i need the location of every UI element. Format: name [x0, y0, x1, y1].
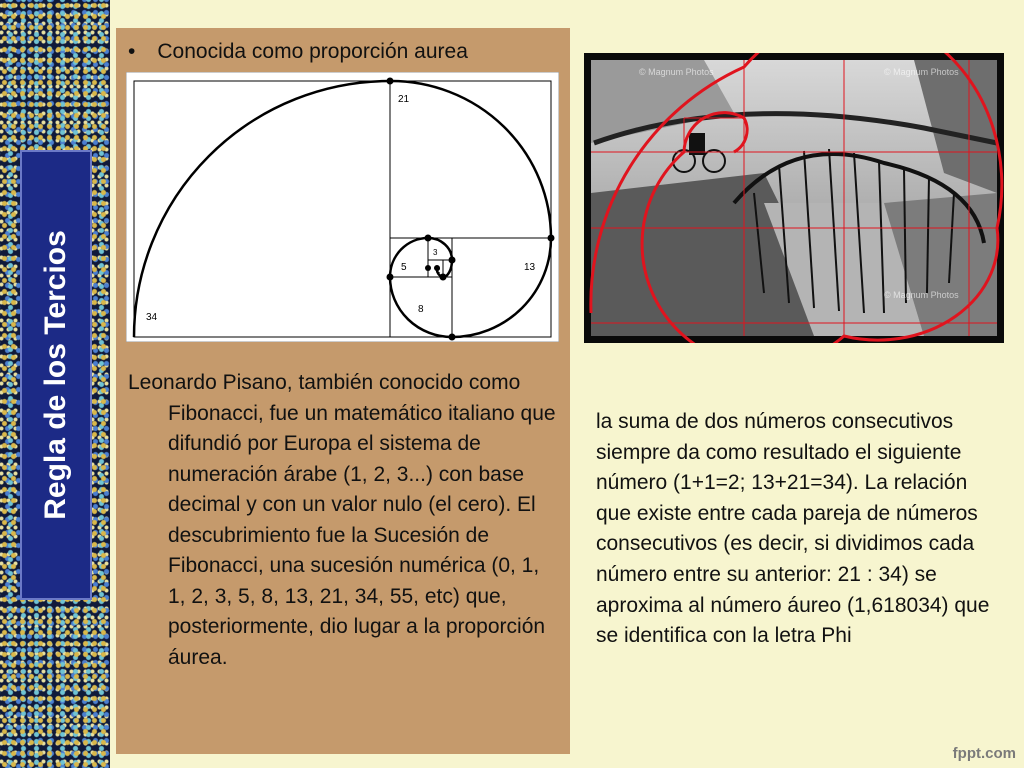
right-paragraph: la suma de dos números consecutivos siempre da como resultado el siguiente número (1+1=2; 13+21=34). La relación que existe entre cada pareja de números consecutivos (es decir, si dividimos cada número entre su anterior: 21 : 34) se aproxima al número áureo (1,618034) que se identifica con la letra Phi	[596, 410, 990, 648]
slide-title: Regla de los Tercios	[39, 230, 73, 520]
vertical-title-bar	[20, 150, 92, 600]
watermark-3: © Magnum Photos	[884, 290, 959, 300]
label-2: 2	[436, 266, 441, 275]
bullet-marker: •	[128, 40, 136, 63]
fibonacci-diagram	[126, 72, 559, 342]
bullet-line	[128, 40, 468, 64]
label-34: 34	[146, 312, 158, 323]
label-3: 3	[433, 248, 438, 257]
footer-brand: fppt.com	[952, 745, 1016, 762]
diagram-border	[126, 72, 559, 342]
watermark-1: © Magnum Photos	[639, 67, 714, 77]
left-paragraph: Leonardo Pisano, también conocido como Fibonacci, fue un matemático italiano que difundió por Europa el sistema de numeración árabe (1, 2, 3...) con base decimal y con un valor nulo (el cero). El descubrimiento fue la Sucesión de Fibonacci, una sucesión numérica (0, 1, 1, 2, 3, 5, 8, 13, 21, 34, 55, etc) que, posteriormente, dio lugar a la proporción áurea.	[128, 371, 556, 669]
fibonacci-spiral-svg	[126, 72, 559, 342]
content-panel	[116, 28, 570, 754]
label-5: 5	[401, 262, 407, 273]
label-8: 8	[418, 304, 424, 315]
label-13: 13	[524, 262, 536, 273]
label-21: 21	[398, 94, 410, 105]
bullet-text: Conocida como proporción aurea	[157, 40, 468, 63]
watermark-2: © Magnum Photos	[884, 67, 959, 77]
staircase-photo	[584, 53, 1004, 343]
photo-svg	[584, 53, 1004, 343]
